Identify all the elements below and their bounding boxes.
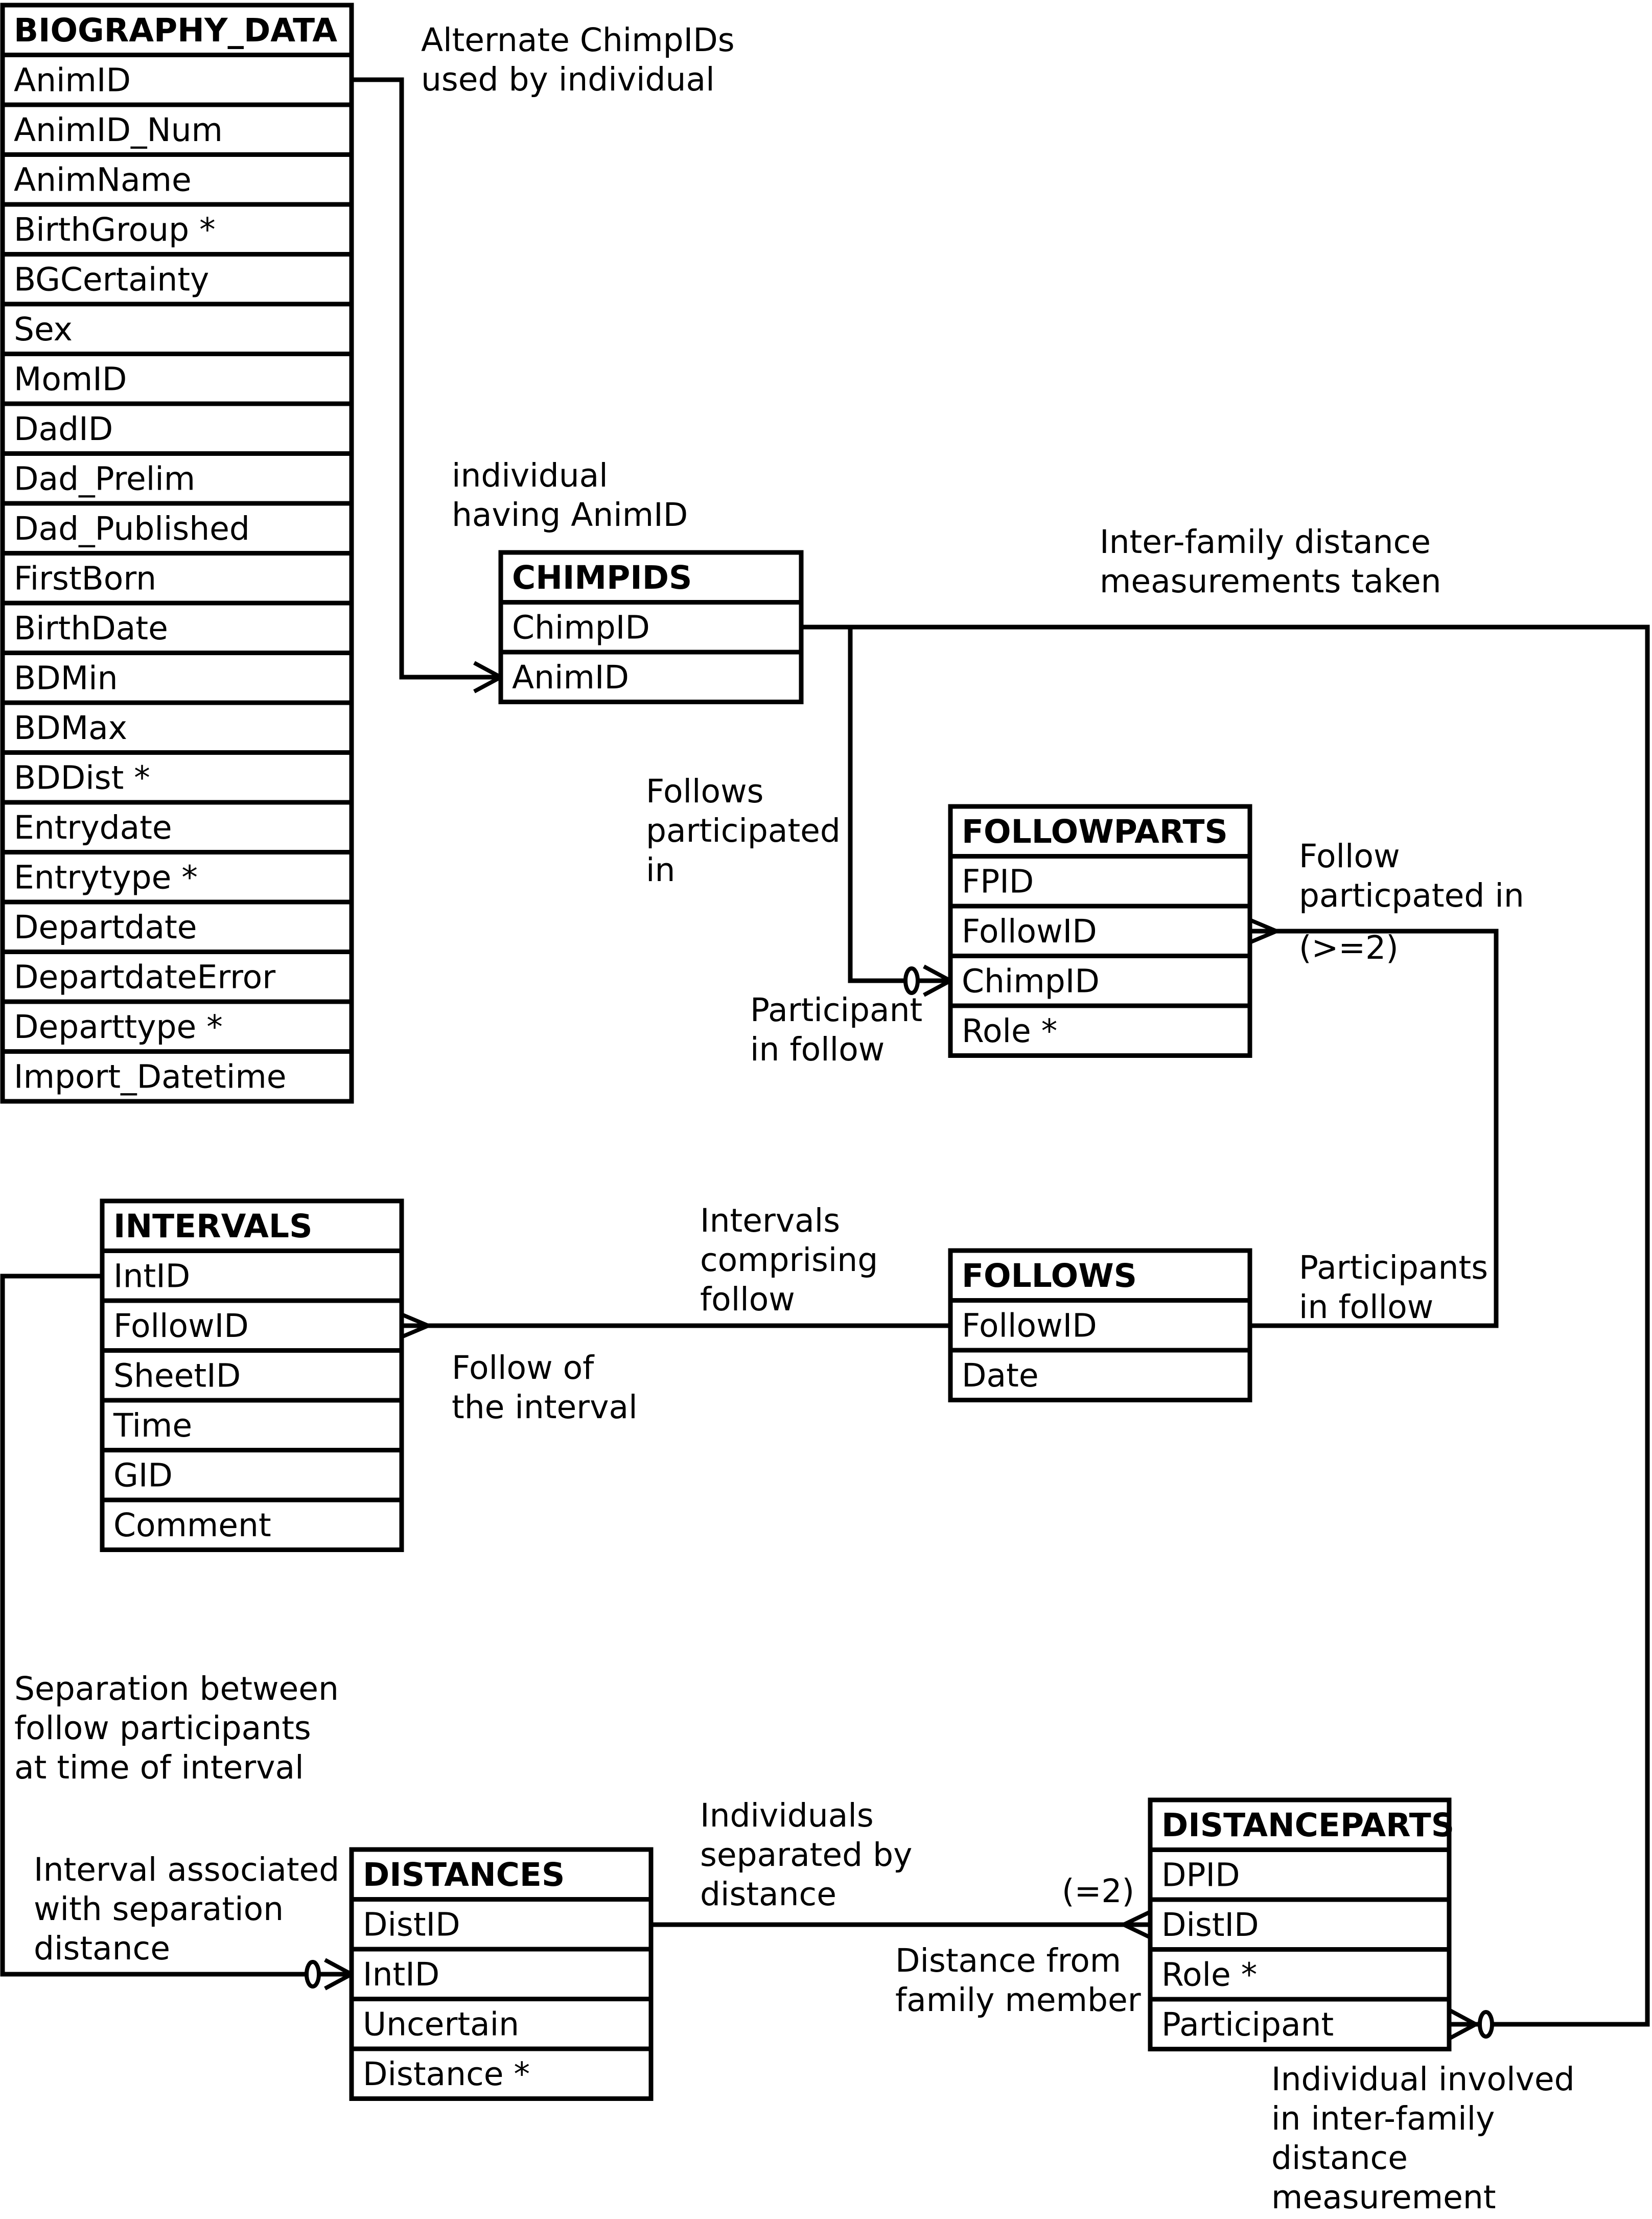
table-chimpids — [501, 552, 801, 702]
table-field: BDMax — [14, 709, 127, 747]
note-follows-participated: Follows participated in — [646, 773, 841, 889]
table-title: DISTANCES — [363, 1856, 565, 1893]
table-field: AnimID_Num — [14, 111, 223, 149]
table-field: IntID — [113, 1257, 191, 1295]
table-field: Sex — [14, 310, 73, 348]
table-distanceparts — [1150, 1800, 1454, 2049]
table-intervals — [102, 1201, 402, 1550]
table-field: Role * — [962, 1012, 1058, 1050]
table-title: FOLLOWS — [962, 1257, 1137, 1295]
table-field: SheetID — [113, 1357, 241, 1395]
note-individuals-separated: Individuals separated by distance — [700, 1797, 913, 1913]
table-field: Dad_Published — [14, 510, 250, 547]
table-distances — [352, 1850, 651, 2099]
table-field: MomID — [14, 360, 127, 398]
note-follow-participated-in: Follow particpated in — [1299, 838, 1524, 914]
table-field: FollowID — [962, 912, 1097, 950]
note-individual-having-animid: individual having AnimID — [452, 457, 688, 534]
note-alternate-chimpids: Alternate ChimpIDs used by individual — [421, 21, 735, 98]
table-field: FPID — [962, 863, 1034, 900]
table-title: DISTANCEPARTS — [1161, 1806, 1455, 1844]
table-field: Departtype * — [14, 1008, 223, 1046]
table-field: Entrydate — [14, 808, 172, 846]
note-separation-between: Separation between follow participants at time of interval — [14, 1670, 339, 1786]
table-field: BDDist * — [14, 759, 150, 797]
table-field: BirthGroup * — [14, 211, 216, 248]
table-field: DepartdateError — [14, 958, 276, 996]
rel-chimpids-followparts — [801, 627, 950, 981]
table-title: INTERVALS — [113, 1207, 313, 1245]
table-field: DistID — [1161, 1906, 1259, 1944]
table-field: Date — [962, 1356, 1039, 1394]
table-field: Entrytype * — [14, 859, 198, 896]
table-followparts — [950, 806, 1250, 1056]
table-field: DPID — [1161, 1856, 1240, 1894]
table-field: FollowID — [113, 1307, 249, 1345]
optional-marker-followparts-chimpid — [905, 968, 918, 993]
table-field: Comment — [113, 1506, 271, 1544]
table-field: BDMin — [14, 659, 118, 697]
note-inter-family-taken: Inter-family distance measurements taken — [1100, 523, 1441, 600]
table-field: DistID — [363, 1906, 460, 1944]
table-field: Distance * — [363, 2055, 530, 2093]
table-follows — [950, 1251, 1250, 1400]
table-title: BIOGRAPHY_DATA — [14, 11, 338, 49]
optional-marker-distances-intid — [307, 1962, 319, 1986]
table-field: Departdate — [14, 908, 197, 946]
table-field: Participant — [1161, 2005, 1334, 2043]
table-field: Dad_Prelim — [14, 460, 196, 498]
table-field: IntID — [363, 1955, 440, 1993]
note-individual-involved: Individual involved in inter-family distance measurement — [1271, 2061, 1575, 2216]
note-follow-of-interval: Follow of the interval — [452, 1349, 638, 1426]
table-field: FollowID — [962, 1307, 1097, 1345]
table-title: CHIMPIDS — [512, 559, 692, 596]
note-participants-in-follow: Participants in follow — [1299, 1249, 1488, 1326]
table-field: Role * — [1161, 1956, 1258, 1994]
table-field: Time — [113, 1406, 193, 1444]
table-field: Uncertain — [363, 2005, 520, 2043]
table-field: BGCertainty — [14, 261, 210, 298]
table-field: FirstBorn — [14, 560, 157, 597]
table-field: GID — [113, 1457, 173, 1494]
note-distance-from-family: Distance from family member — [895, 1942, 1141, 2019]
table-title: FOLLOWPARTS — [962, 813, 1228, 850]
table-biography — [3, 5, 352, 1101]
table-field: AnimID — [14, 61, 131, 99]
table-field: ChimpID — [962, 962, 1100, 1000]
note-participant-in-follow: Participant in follow — [750, 991, 923, 1068]
note-interval-associated: Interval associated with separation distance — [34, 1851, 340, 1967]
table-field: ChimpID — [512, 609, 650, 646]
note-intervals-comprising: Intervals comprising follow — [700, 1202, 878, 1318]
optional-marker-distanceparts-participant — [1480, 2012, 1492, 2037]
table-field: AnimName — [14, 161, 192, 199]
table-field: DadID — [14, 410, 113, 448]
note-cardinality-ge2: (>=2) — [1299, 929, 1399, 966]
rel-biography-chimpids — [352, 80, 501, 677]
table-field: AnimID — [512, 658, 629, 696]
table-field: Import_Datetime — [14, 1058, 287, 1096]
table-field: BirthDate — [14, 609, 168, 647]
note-cardinality-eq2: (=2) — [1062, 1873, 1135, 1910]
